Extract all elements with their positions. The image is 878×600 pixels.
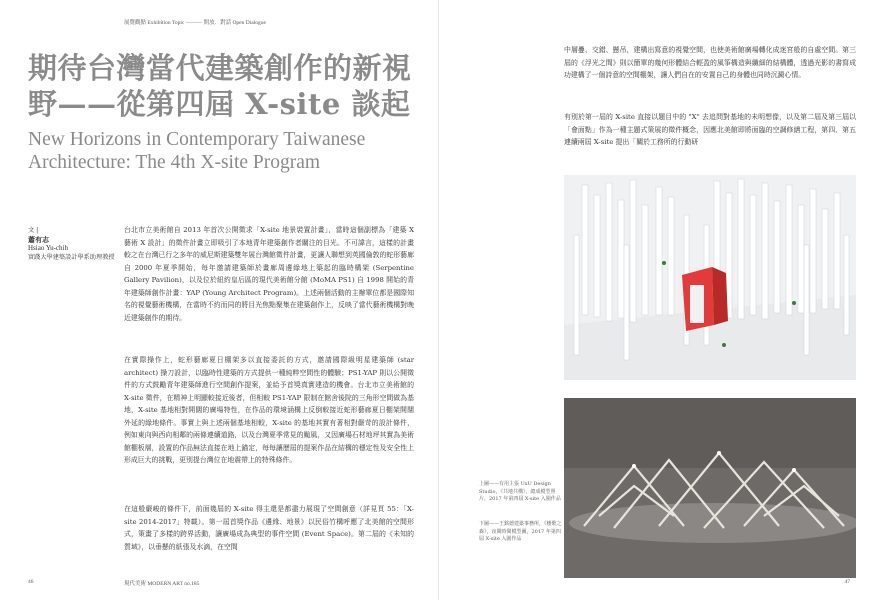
arch-structure-image [564, 398, 856, 578]
caption-upper: 上圖——有用主張 UxU Design Studio，《共地共構》，總成模型照片，2017 年第四屆 X-site 入圍作品 [479, 481, 561, 502]
body-paragraph-2: 在實際操作上，蛇形藝廊夏日棚架多以直接委託的方式，邀請國際級明星建築師 (star architect) 操刀設計，以臨時性建築的方式提供一種純粹空間性的體驗；PS1-YAP 則以公開徵件的方式鼓勵青年建築師進行空間創作提案，並給予首獎真實建造的機會。台北市立美術館的 X-site 徵件，在精神上明顯較接近後者，但相較 PS1-YAP 限制在館舍後院的三角形空間做為基地，X-site 基地相對開闊的廣場特性，在作品的環境涵構上反倒較接近蛇形藝廊夏日棚架開闊外延的綠地條件。事實上與上述兩個基地相較，X-site 的基地其實有著相對嚴苛的設計條件，例如東向與西向相鄰的兩條連續道路，以及台灣夏季常見的颱風，又因廣場石材地坪其實為美術館棚板層，設置的作品無法直接在地上錨定，每每讓歷屆的提案作品在結構的穩定性及安全性上形成巨大的挑戰，更別提台灣位在地震帶上的特殊條件。 [124, 356, 414, 464]
pavilion-model-photo-upper [564, 175, 856, 380]
caption-lower: 下圖——王銘德建築事務所，《棲歌之森》，夜間時間模型圖，2017 年第四屆 X-site 入圍作品 [479, 521, 562, 542]
author-name-chinese: 蕭有志 [28, 235, 49, 244]
author-block [28, 226, 118, 262]
title-english: New Horizons in Contemporary Taiwanese Architecture: The 4th X-site Program [28, 129, 366, 173]
white-slat-model-image [564, 175, 856, 380]
author-title: 實踐大學建築設計學系助理教授 [28, 254, 115, 261]
section-tag: 展覽觀點 Exhibition Topic ——— 開放．對話 Open Dialogue [124, 20, 266, 26]
page-number-right: 47 [844, 579, 850, 585]
page-number-left: 46 [28, 579, 34, 585]
pavilion-model-photo-lower [564, 398, 856, 578]
body-paragraph-1: 台北市立美術館自 2013 年首次公開徵求「X-site 地景裝置計畫」，當時這個副標為「建築 X 藝術 X 設計」的徵件計畫立即吸引了本地青年建築創作者關注的目光。不可諱言，這樣的計畫較之在台灣已行之多年的威尼斯建築雙年展台灣館徵件計畫，更讓人聯想到英國倫敦的蛇形藝廊自 2000 年夏季開始，每年邀請建築師於畫廊周邊綠地上築起的臨時構架 (Serpentine Gallery Pavilion)，以及位於紐約皇后區的現代美術館分館 (MoMA PS1) 自 1998 開始的青年建築師創作計畫：YAP (Young Architect Program)。上述兩個活動的主辦單位都是國際知名的視覺藝術機構，在當時不約而同的將目光焦點聚集在建築創作上，反映了當代藝術機構對晚近建築創作的期待。 [124, 226, 414, 322]
author-name-english: Hsiao Yu-chih [28, 244, 68, 252]
body-paragraph-3: 在這般嚴峻的條件下，前面幾屆的 X-site 得主還是都盡力展現了空間創意（詳見頁 55：「X-site 2014-2017」特載）。第一屆首獎作品《邊緣、地景》以民俗竹構呼應了北美館的空間形式，策畫了多樣的跨界活動，讓廣場成為典型的事件空間 (Event Space)。第二屆的《未知的質域》，以垂懸的紙張及水滴，在空間 [124, 505, 414, 551]
body-paragraph-4: 中層疊、交錯、懸吊，建構出寫意的視覺空間，也使美術館廣場轉化成迷宮般的自處空間。第三屆的《浮光之間》則以簡單的幾何形體結合輕盈的風筝構造與纖細的結構體，透過光影的書寫成功建構了一個詩意的空間棚架，讓人們自在的安置自己的身體也同時沉澱心情。 [564, 46, 856, 79]
title-chinese: 期待台灣當代建築創作的新視野——從第四屆 X-site 談起 [28, 51, 412, 121]
body-paragraph-5: 有別於第一屆的 X-site 直接以題目中的 "X" 去追問對基地的未明想像，以及第二屆及第三屆以「會面點」作為一種主題式策展的徵件概念，因應北美館即將面臨的空調修繕工程，第四、第五連續兩屆 X-site 提出「關於工務所的行動研 [564, 113, 856, 146]
magazine-name: 現代美術 MODERN ART no.185 [124, 581, 200, 587]
byline-label: 文 | [28, 227, 39, 234]
right-page [439, 0, 878, 600]
